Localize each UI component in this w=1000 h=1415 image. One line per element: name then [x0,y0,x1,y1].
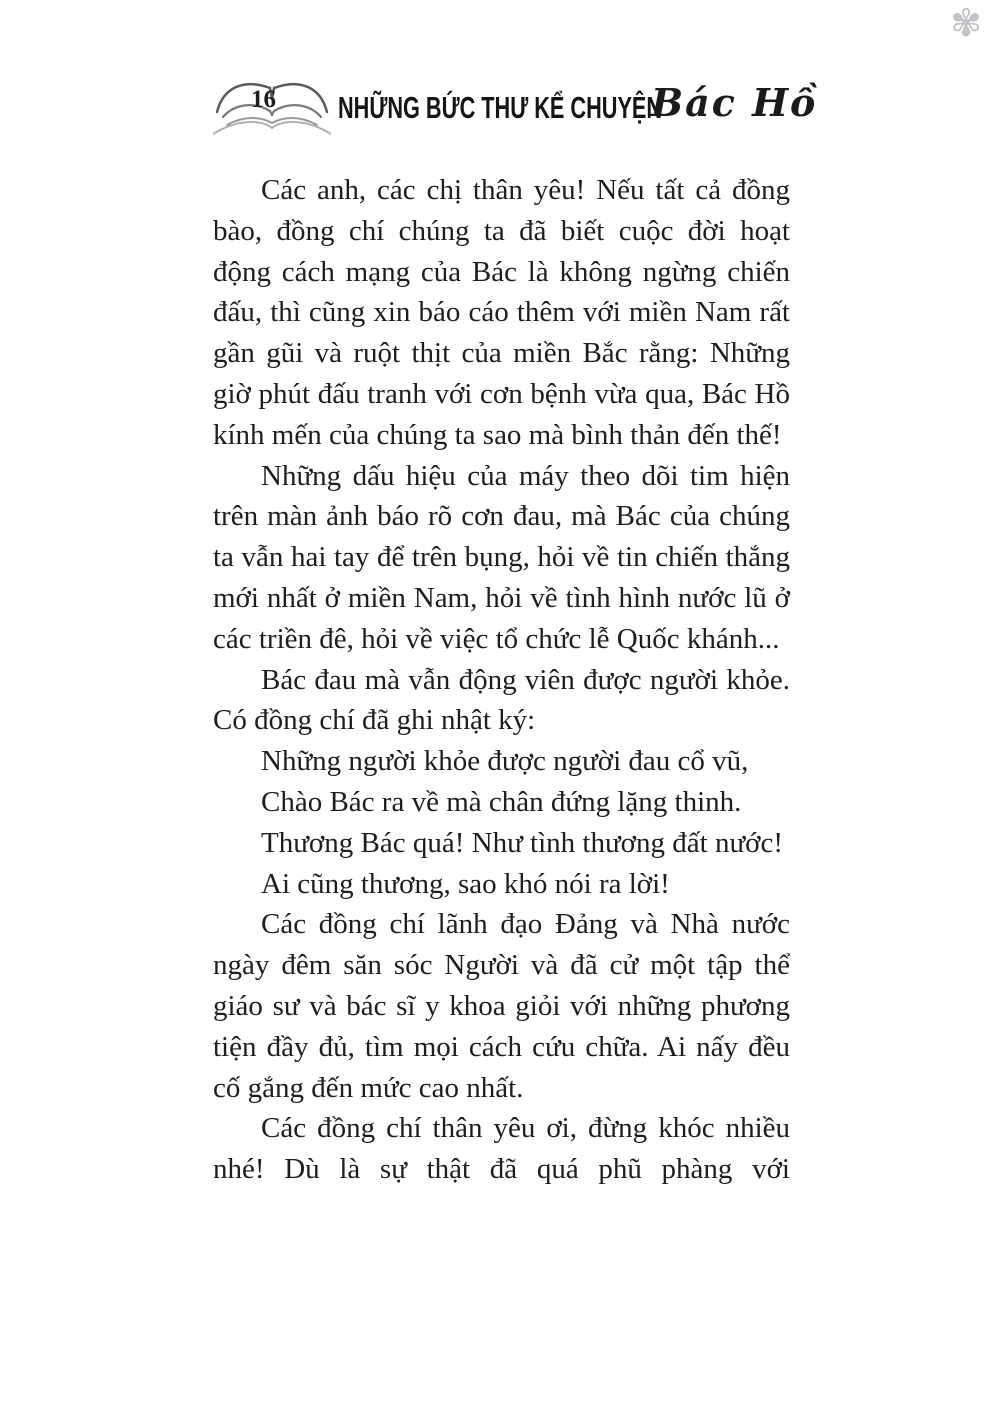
book-title-script: Bác Hồ [651,80,818,125]
page-text [213,170,790,1190]
open-book-icon [213,74,331,138]
poem-line: Ai cũng thương, sao khó nói ra lời! [261,867,670,900]
poem-quote [213,741,790,904]
page-number: 16 [251,86,276,113]
paragraph: Các đồng chí lãnh đạo Đảng và Nhà nước ngày đêm săn sóc Người và đã cử một tập thể giáo sư và bác sĩ y khoa giỏi với những phương tiện đầy đủ, tìm mọi cách cứu chữa. Ai nấy đều cố gắng đến mức cao nhất. [213,908,790,1104]
book-title: NHỮNG BỨC THƯ KỂ CHUYỆN [338,90,663,125]
paragraph: Những dấu hiệu của máy theo dõi tim hiện trên màn ảnh báo rõ cơn đau, mà Bác của chúng ta vẫn hai tay để trên bụng, hỏi về tin chiến thắng mới nhất ở miền Nam, hỏi về tình hình nước lũ ở các triền đê, hỏi về việc tổ chức lễ Quốc khánh... [213,459,790,655]
paragraph: Các anh, các chị thân yêu! Nếu tất cả đồng bào, đồng chí chúng ta đã biết cuộc đời hoạt động cách mạng của Bác là không ngừng chiến đấu, thì cũng xin báo cáo thêm với miền Nam rất gần gũi và ruột thịt của miền Bắc rằng: Những giờ phút đấu tranh với cơn bệnh vừa qua, Bác Hồ kính mến của chúng ta sao mà bình thản đến thế! [213,174,790,451]
flower-ornament-icon: ✾ [950,1,982,45]
poem-line: Thương Bác quá! Như tình thương đất nước! [261,826,784,859]
poem-line: Chào Bác ra về mà chân đứng lặng thinh. [261,785,742,818]
paragraph: Bác đau mà vẫn động viên được người khỏe. Có đồng chí đã ghi nhật ký: [213,663,790,737]
poem-line: Những người khỏe được người đau cổ vũ, [261,745,749,778]
paragraph: Các đồng chí thân yêu ơi, đừng khóc nhiều nhé! Dù là sự thật đã quá phũ phàng với [213,1112,790,1186]
